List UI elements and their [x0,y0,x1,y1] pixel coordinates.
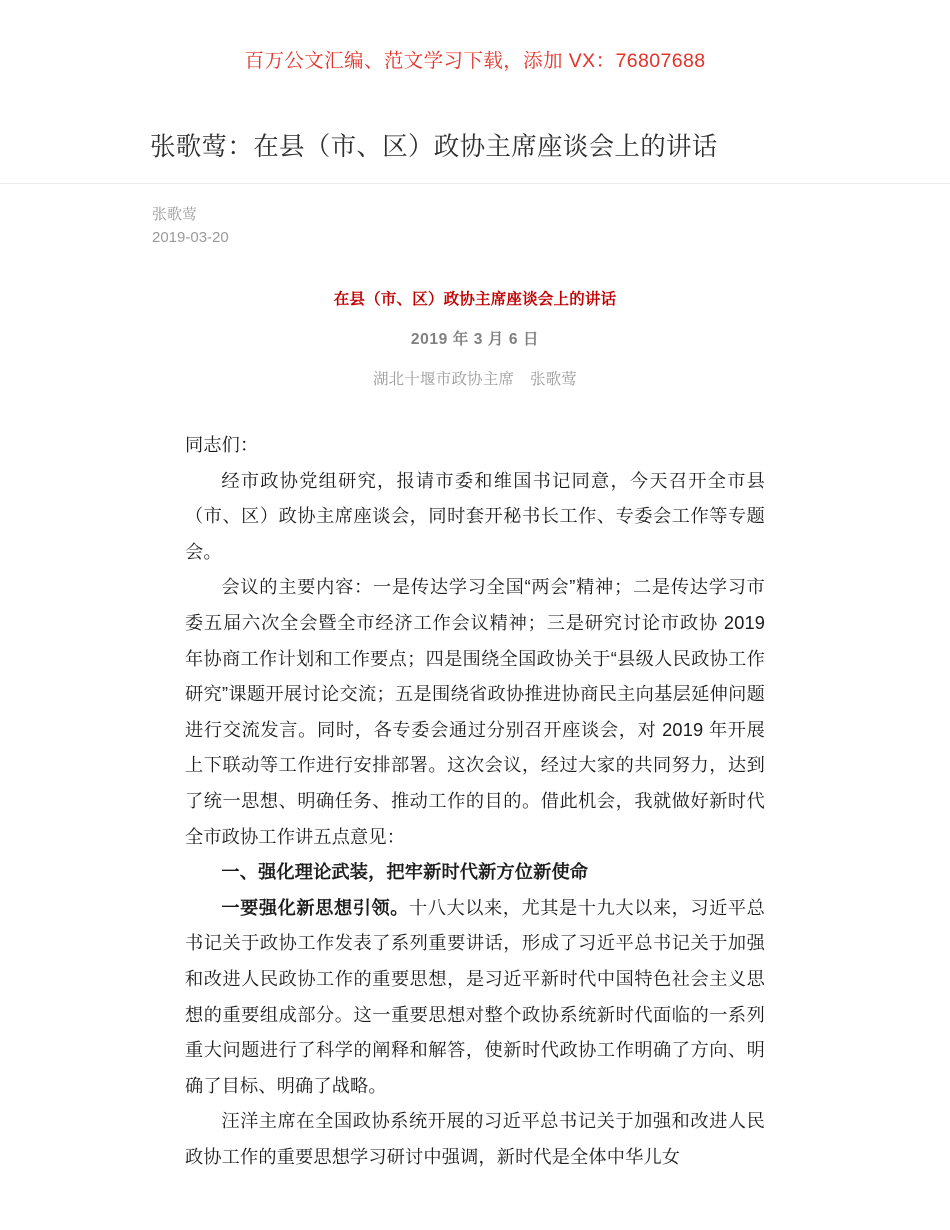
body-paragraph: 会议的主要内容：一是传达学习全国“两会”精神；二是传达学习市委五届六次全会暨全市经济工作会议精神；三是研究讨论市政协 2019 年协商工作计划和工作要点；四是围绕全国政协关于“县级人民政协工作研究”课题开展讨论交流；五是围绕省政协推进协商民主向基层延伸问题进行交流发言。同时，各专委会通过分别召开座谈会，对 2019 年开展上下联动等工作进行安排部署。这次会议，经过大家的共同努力，达到了统一思想、明确任务、推动工作的目的。借此机会，我就做好新时代全市政协工作讲五点意见： [185,577,765,847]
article-date: 2019-03-20 [152,229,229,247]
document-content [185,288,765,1176]
paragraph-lead: 一要强化新思想引领。 [221,897,409,918]
page-title: 张歌莺：在县（市、区）政协主席座谈会上的讲话 [150,133,718,161]
document-byline: 湖北十堰市政协主席 张歌莺 [372,371,578,389]
document-body [185,428,765,1175]
article-header [150,128,810,166]
article-author: 张歌莺 [152,206,198,223]
document-date: 2019 年 3 月 6 日 [410,331,540,349]
body-paragraph: 汪洋主席在全国政协系统开展的习近平总书记关于加强和改进人民政协工作的重要思想学习研讨中强调，新时代是全体中华儿女 [185,1111,765,1167]
article-meta [152,203,229,250]
body-paragraph: 经市政协党组研究，报请市委和维国书记同意，今天召开全市县（市、区）政协主席座谈会，同时套开秘书长工作、专委会工作等专题会。 [185,470,765,562]
body-paragraph [185,891,765,1105]
salutation: 同志们： [185,435,259,456]
section-heading: 一、强化理论武装，把牢新时代新方位新使命 [221,862,589,883]
document-title: 在县（市、区）政协主席座谈会上的讲话 [333,291,617,308]
promo-banner: 百万公文汇编、范文学习下载，添加 VX：76807688 [244,50,706,72]
paragraph-rest: 十八大以来，尤其是十九大以来，习近平总书记关于政协工作发表了系列重要讲话，形成了习近平总书记关于加强和改进人民政协工作的重要思想，是习近平新时代中国特色社会主义思想的重要组成部分。这一重要思想对整个政协系统新时代面临的一系列重大问题进行了科学的阐释和解答，使新时代政协工作明确了方向、明确了目标、明确了战略。 [185,897,765,1096]
header-divider [0,183,950,184]
